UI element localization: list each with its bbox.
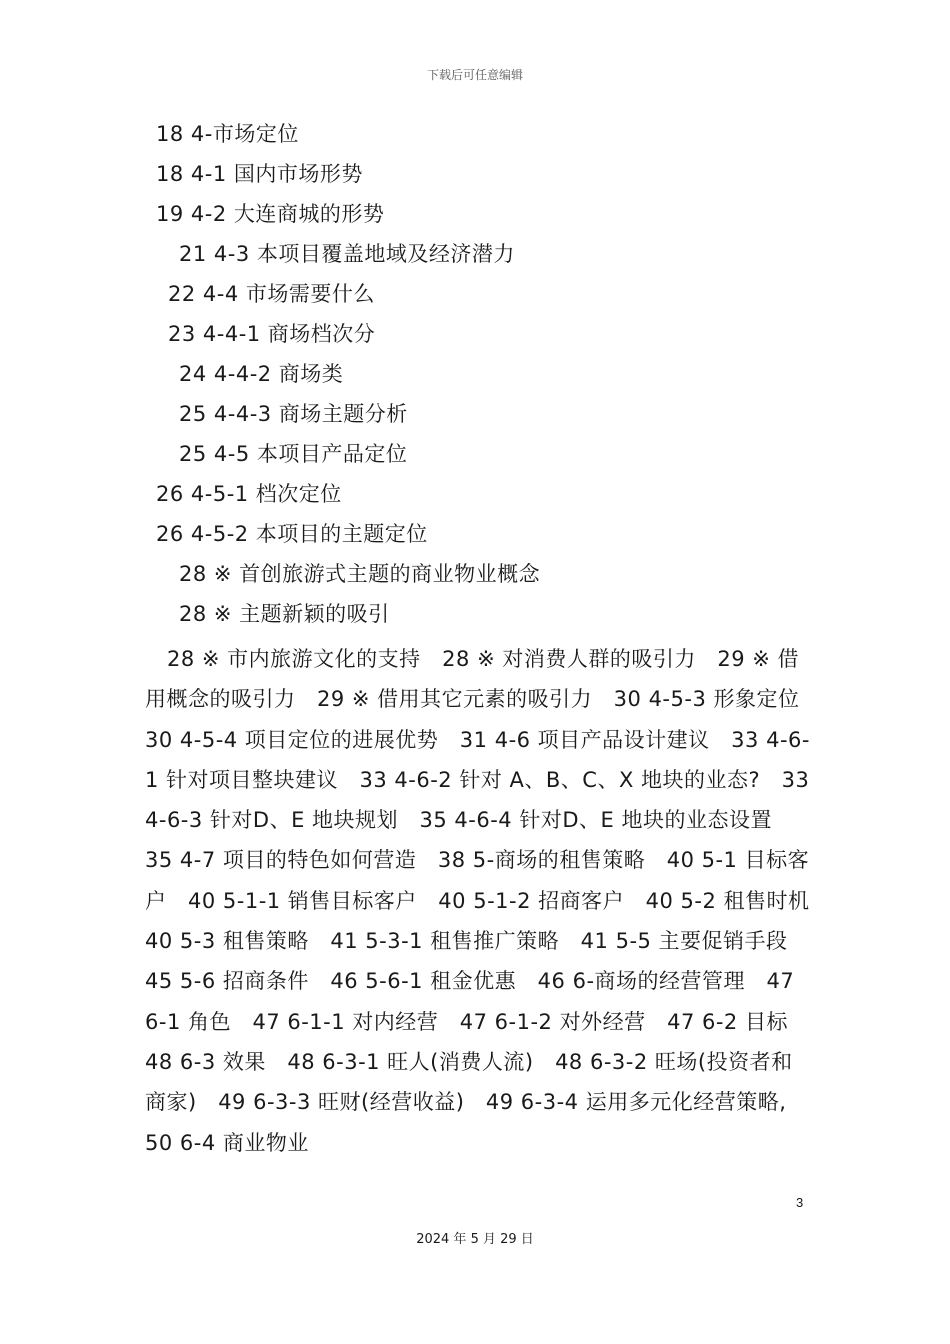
toc-line: 25 4-4-3 商场主题分析 xyxy=(179,402,408,426)
page-number: 3 xyxy=(796,1195,804,1210)
toc-paragraph-text: 28 ※ 市内旅游文化的支持 28 ※ 对消费人群的吸引力 29 ※ 借用概念的吸引力 29 ※ 借用其它元素的吸引力 30 4-5-3 形象定位 30 4-5-4 项目定位的进展优势 31 4-6 项目产品设计建议 33 4-6-1 针对项目整块建议 33 4-6-2 针对 A、B、C、X 地块的业态? 33 4-6-3 针对D、E 地块规划 35 4-6-4 针对D、E 地块的业态设置 35 4-7 项目的特色如何营造 38 5-商场的租售策略 40 5-1 目标客户 40 5-1-1 销售目标客户 40 5-1-2 招商客户 40 5-2 租售时机 40 5-3 租售策略 41 5-3-1 租售推广策略 41 5-5 主要促销手段 45 5-6 招商条件 46 5-6-1 租金优惠 46 6-商场的经营管理 47 6-1 角色 47 6-1-1 对内经营 47 6-1-2 对外经营 47 6-2 目标 48 6-3 效果 48 6-3-1 旺人(消费人流) 48 6-3-2 旺场(投资者和商家) 49 6-3-3 旺财(经营收益) 49 6-3-4 运用多元化经营策略, 50 6-4 商业物业 xyxy=(145,647,831,1155)
page-footer-date: 2024 年 5 月 29 日 xyxy=(416,1232,534,1247)
toc-paragraph xyxy=(145,639,831,1163)
toc-line: 24 4-4-2 商场类 xyxy=(179,362,344,386)
page-header: 下载后可任意编辑 xyxy=(426,68,523,82)
toc-line: 23 4-4-1 商场档次分 xyxy=(168,322,376,346)
toc-line: 21 4-3 本项目覆盖地域及经济潜力 xyxy=(179,242,515,266)
toc-line: 18 4-市场定位 xyxy=(156,122,299,146)
toc-line: 25 4-5 本项目产品定位 xyxy=(179,442,408,466)
toc-line: 28 ※ 首创旅游式主题的商业物业概念 xyxy=(179,562,541,586)
toc-line: 22 4-4 市场需要什么 xyxy=(168,282,375,306)
toc-line: 26 4-5-1 档次定位 xyxy=(156,482,342,506)
toc-line: 18 4-1 国内市场形势 xyxy=(156,162,363,186)
toc-line: 19 4-2 大连商城的形势 xyxy=(156,202,385,226)
toc-line: 28 ※ 主题新颖的吸引 xyxy=(179,602,390,626)
toc-line: 26 4-5-2 本项目的主题定位 xyxy=(156,522,428,546)
